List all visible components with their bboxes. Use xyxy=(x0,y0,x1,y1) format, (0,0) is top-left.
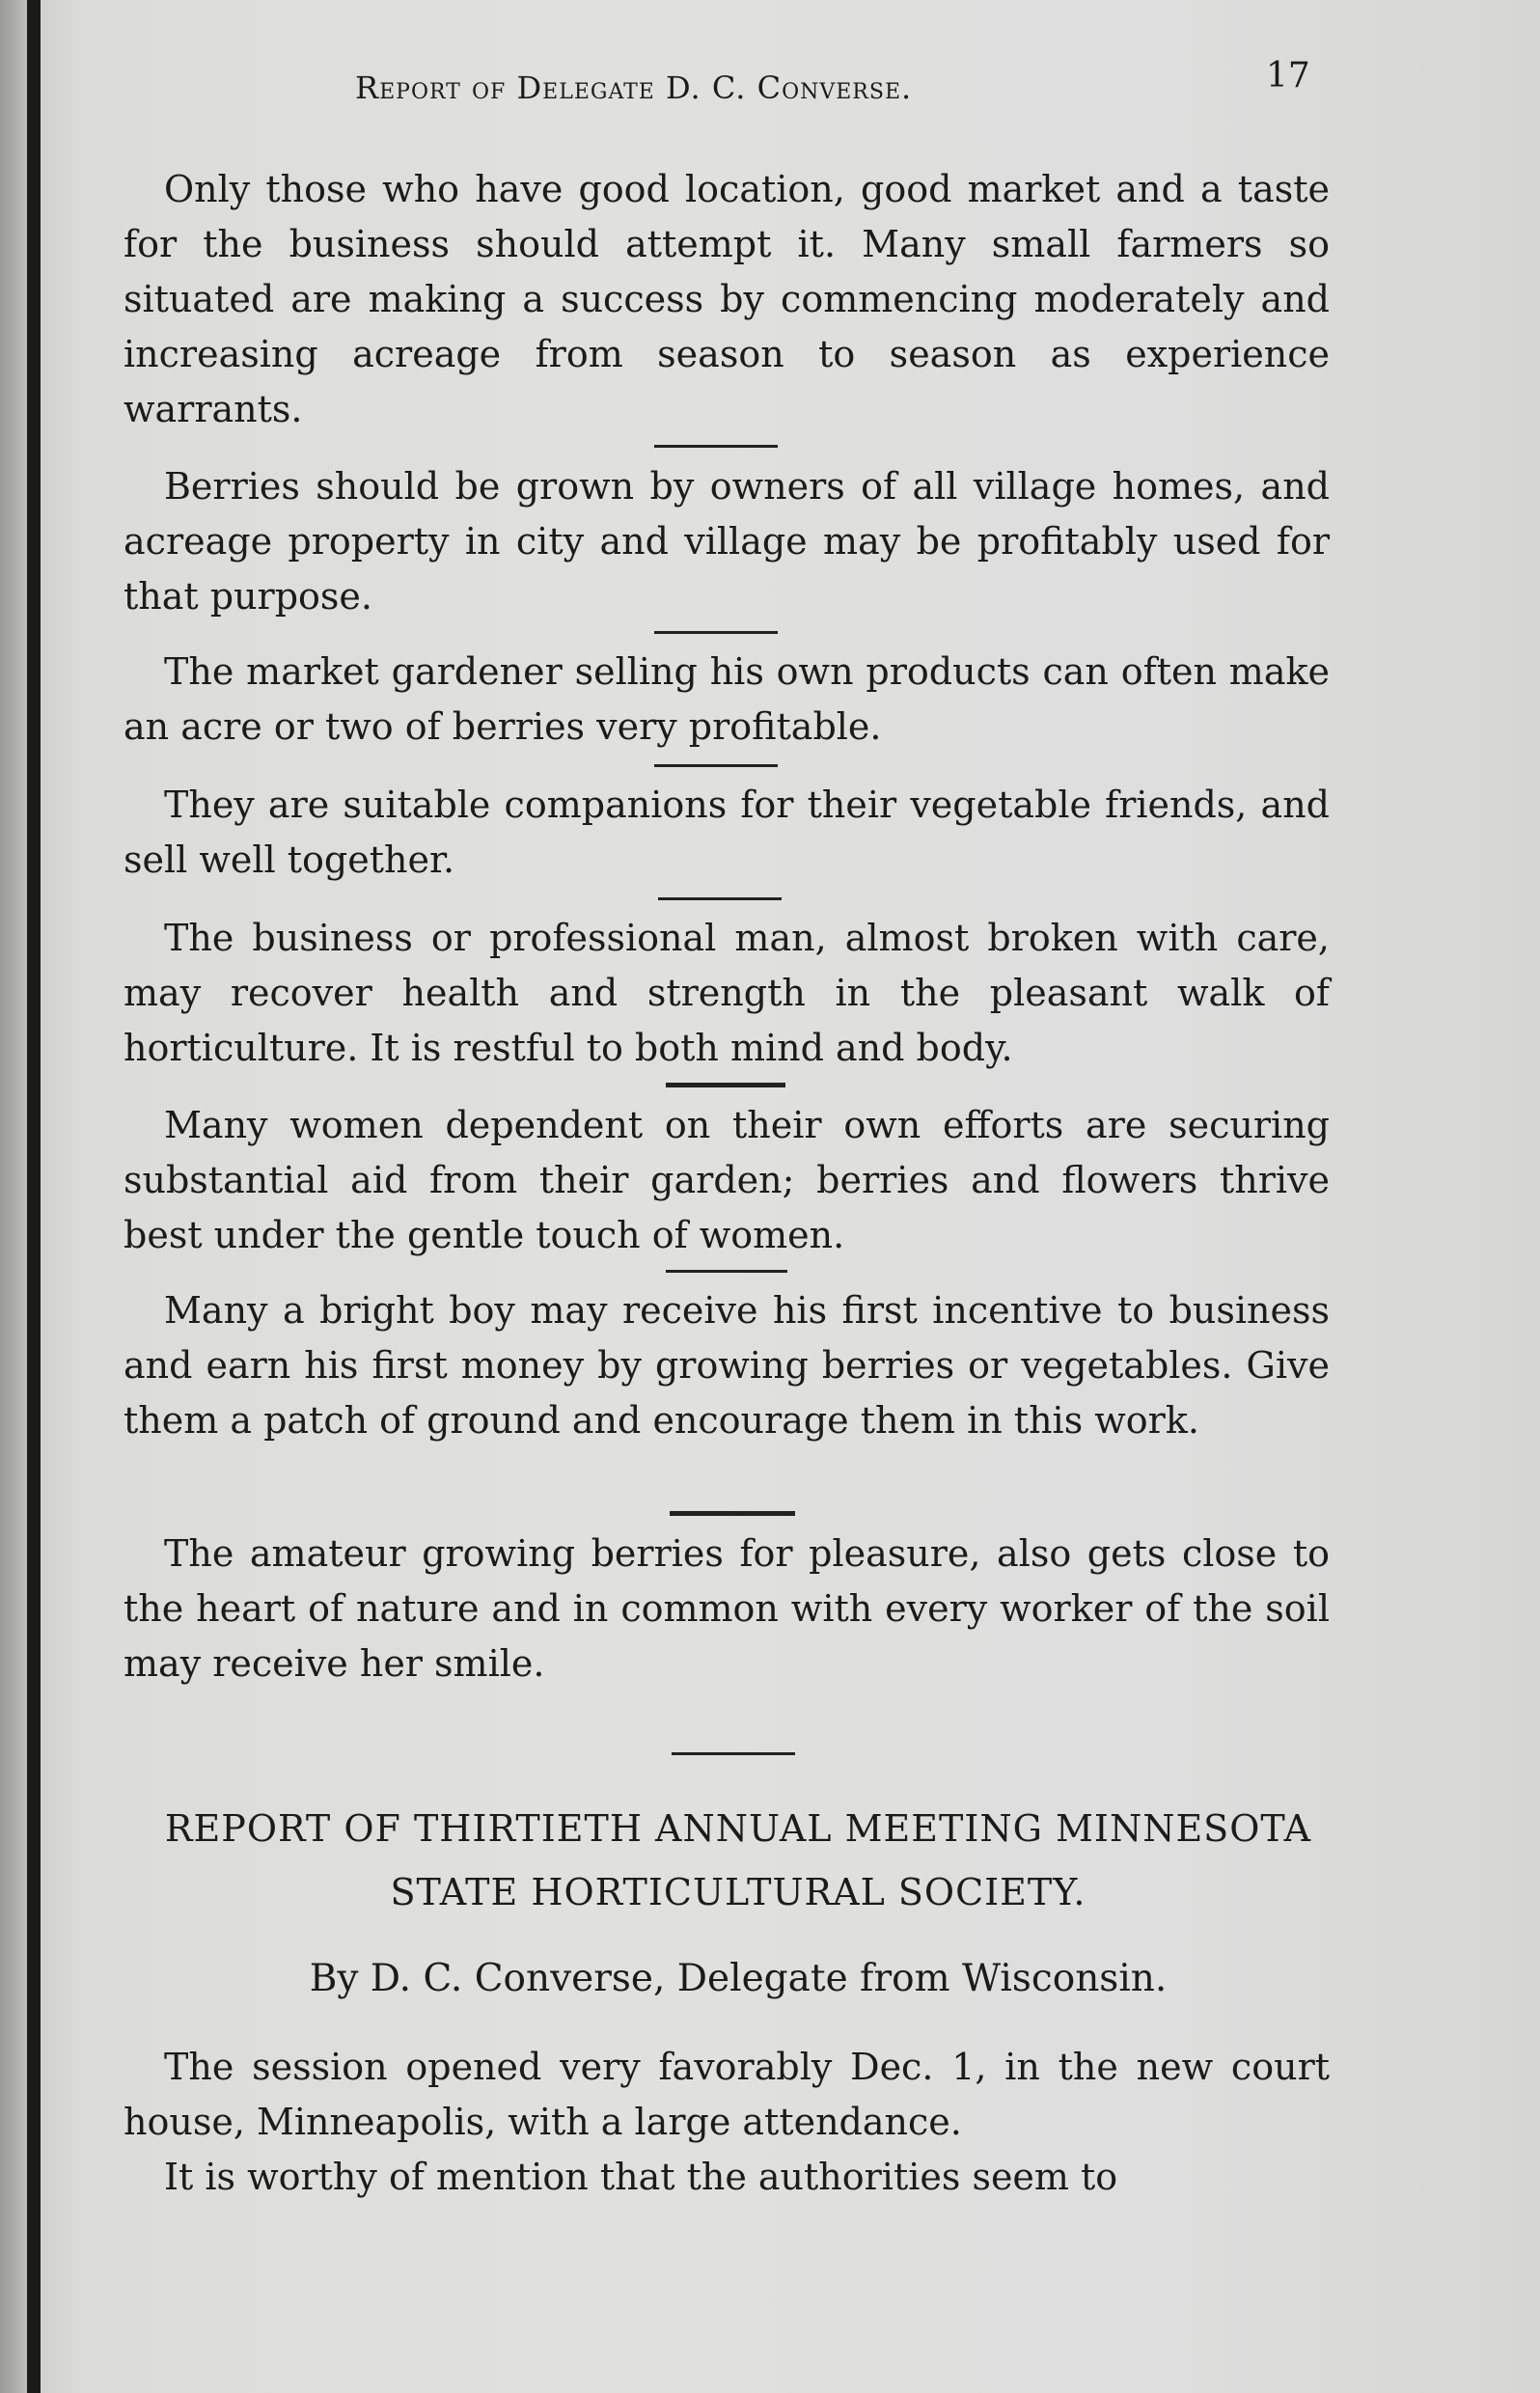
paragraph-1: Only those who have good location, good market and a taste for the business should attempt it. Many small farmers so situated are making a success by commencing moderately and increasing acreage from season to season as experience warrants. xyxy=(124,168,1330,430)
binding-shadow xyxy=(27,0,41,2393)
report-paragraph-1: The session opened very favorably Dec. 1, in the new court house, Minneapolis, with a large attendance. xyxy=(124,2046,1330,2143)
paragraph-7: Many a bright boy may receive his first incentive to business and earn his first money by growing berries or vegetables. Give them a patch of ground and encourage them in this work. xyxy=(124,1289,1330,1442)
report-byline: By D. C. Converse, Delegate from Wisconsin. xyxy=(309,1957,1168,2000)
paragraph-5: The business or professional man, almost broken with care, may recover health and strength in the pleasant walk of horticulture. It is restful to both mind and body. xyxy=(124,917,1330,1069)
section-rule xyxy=(658,897,782,900)
section-rule xyxy=(672,1752,795,1755)
section-rule xyxy=(666,1083,785,1087)
section-rule xyxy=(654,764,778,767)
page-edge xyxy=(0,0,27,2393)
section-rule xyxy=(654,631,778,634)
section-rule xyxy=(654,445,778,448)
paragraph-3: The market gardener selling his own products can often make an acre or two of berries very profitable. xyxy=(124,650,1330,748)
paragraph-4: They are suitable companions for their vegetable friends, and sell well together. xyxy=(124,784,1330,881)
section-rule xyxy=(666,1270,787,1273)
page-number: 17 xyxy=(1266,56,1310,96)
paragraph-8: The amateur growing berries for pleasure, also gets close to the heart of nature and in common with every worker of the soil may receive her smile. xyxy=(124,1532,1330,1685)
section-rule xyxy=(670,1511,795,1516)
report-heading: REPORT OF THIRTIETH ANNUAL MEETING MINNESOTA STATE HORTICULTURAL SOCIETY. xyxy=(164,1807,1312,1913)
running-head-title: Report of Delegate D. C. Converse. xyxy=(355,69,913,106)
paragraph-6: Many women dependent on their own efforts are securing substantial aid from their garden; berries and flowers thrive best under the gentle touch of women. xyxy=(124,1104,1330,1256)
paragraph-2: Berries should be grown by owners of all village homes, and acreage property in city and village may be profitably used for that purpose. xyxy=(124,465,1330,618)
report-paragraph-2: It is worthy of mention that the authorities seem to xyxy=(164,2156,1118,2198)
